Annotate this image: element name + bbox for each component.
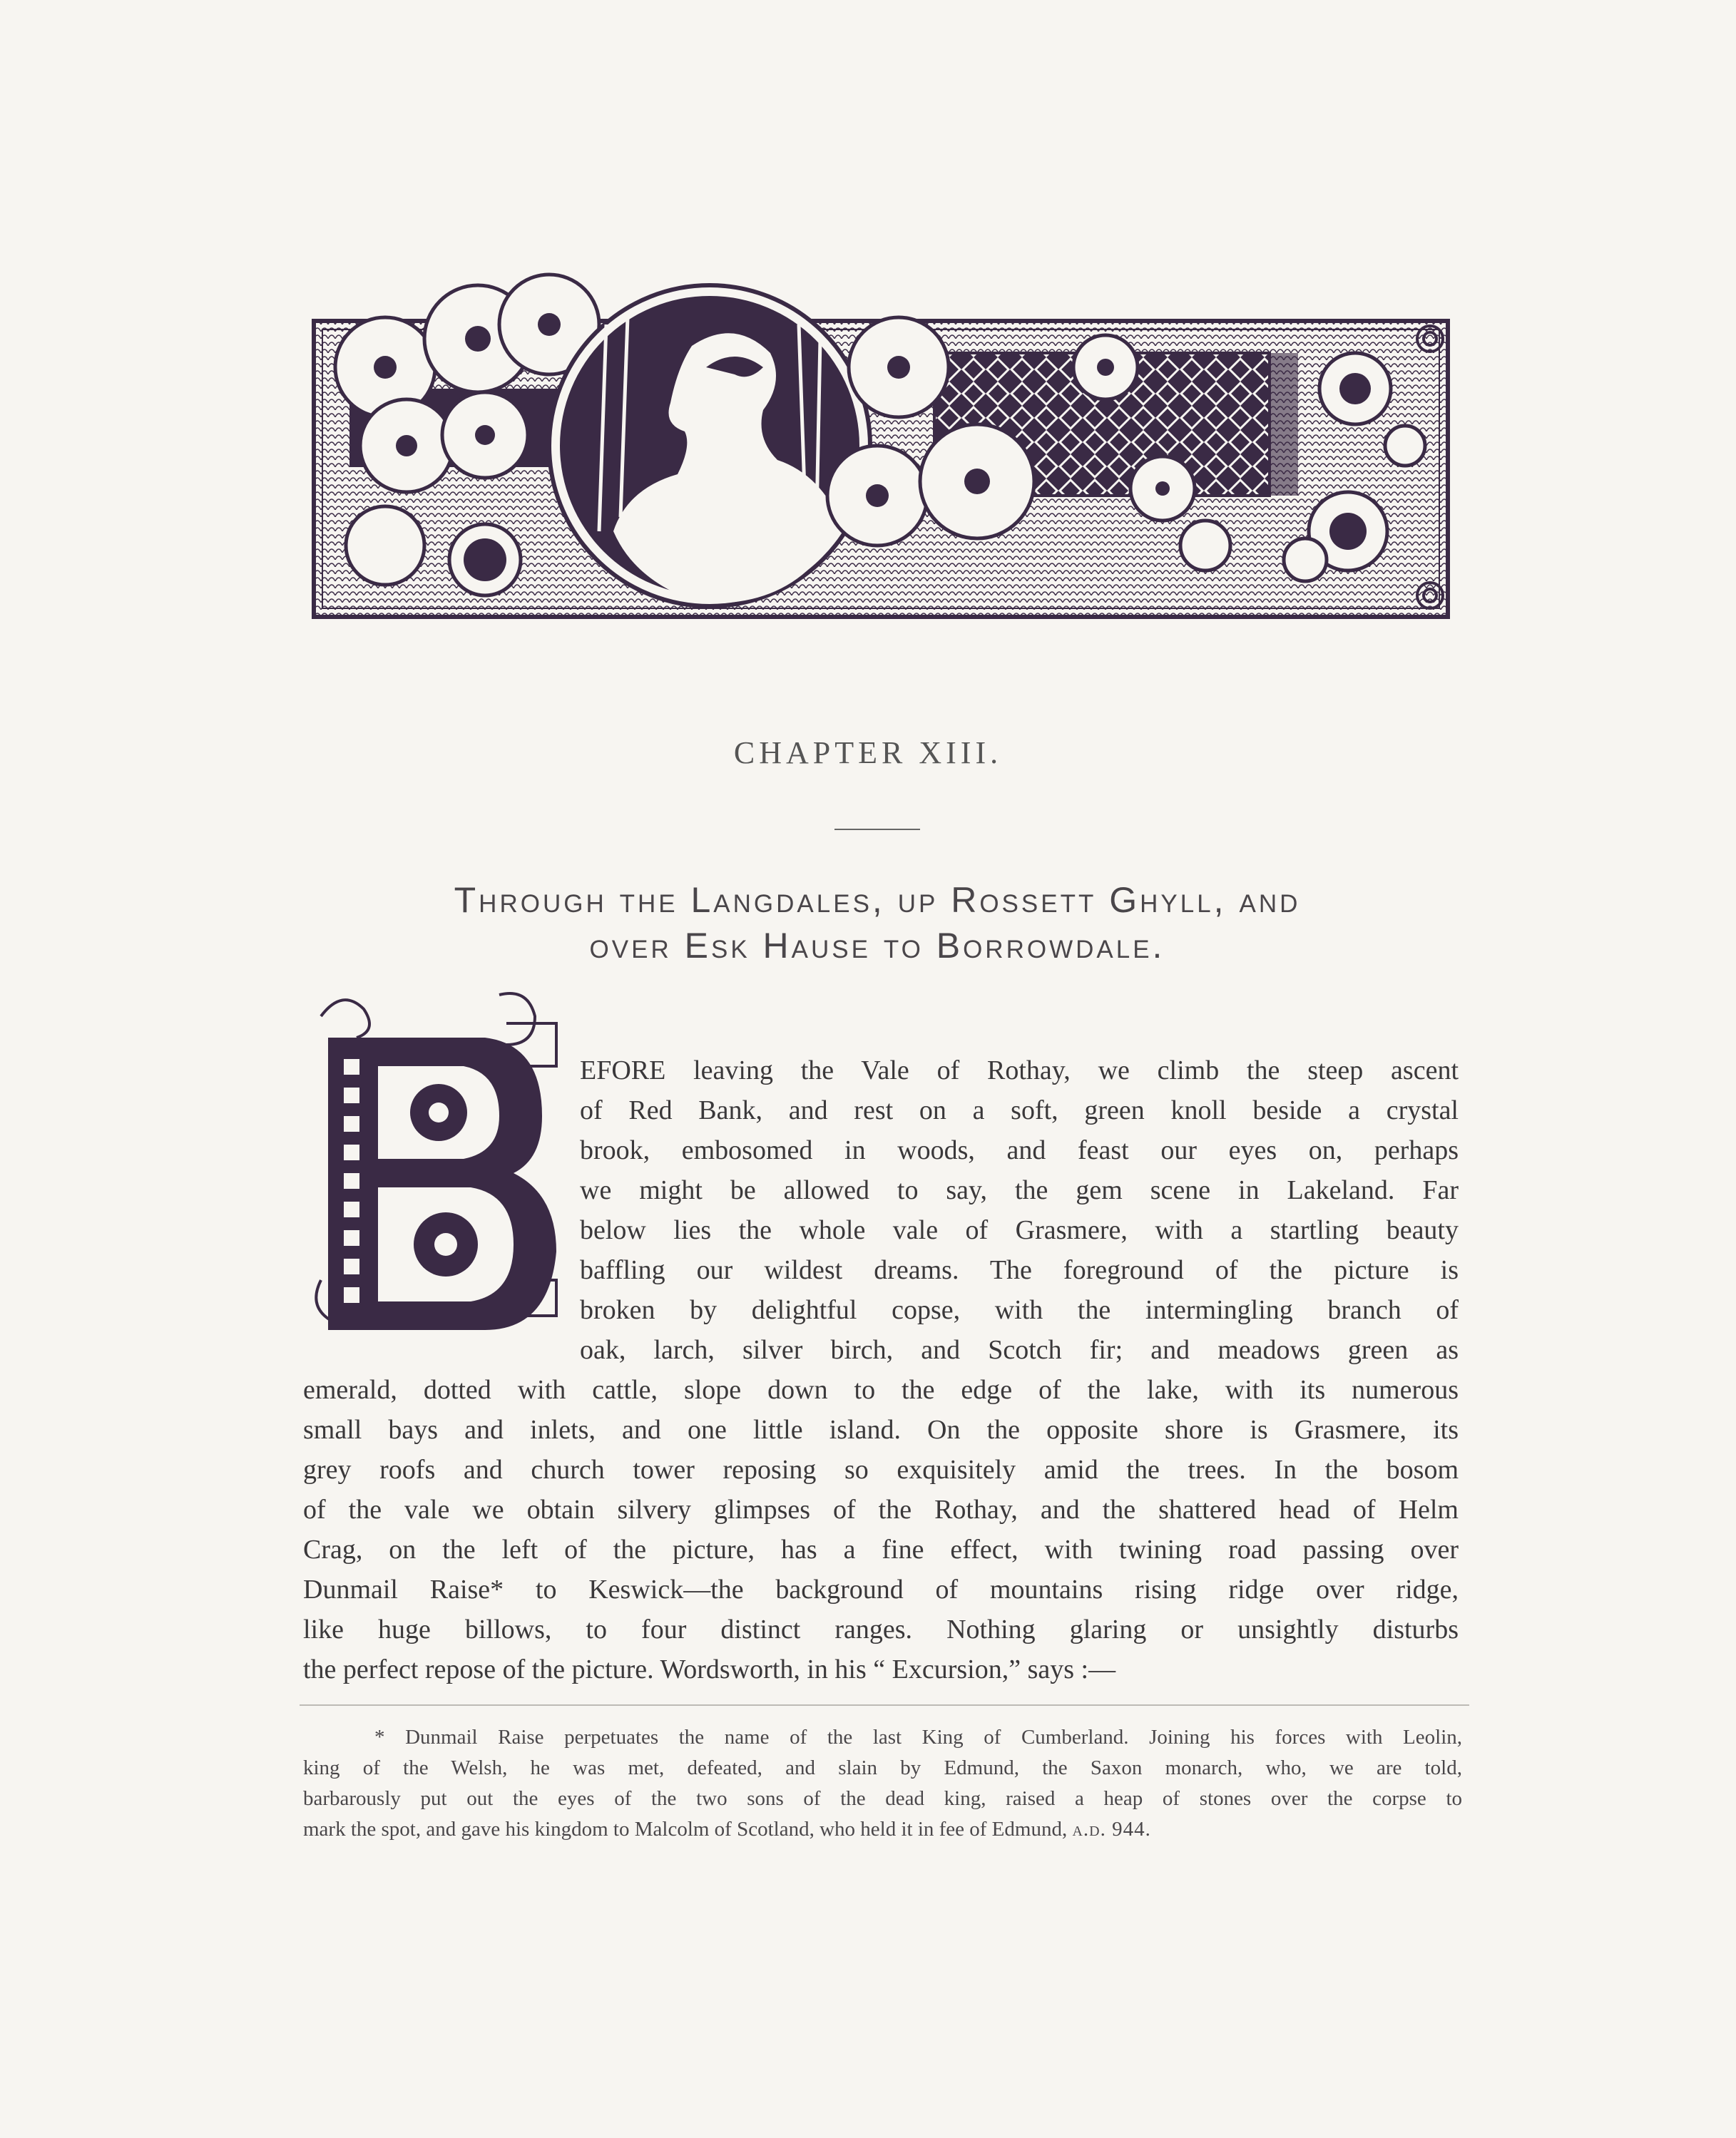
footnote-date: a.d. 944. <box>1072 1818 1151 1841</box>
body-line: of Red Bank, and rest on a soft, green knoll beside a crystal <box>580 1095 1459 1125</box>
body-line: broken by delightful copse, with the intermingling branch of <box>580 1295 1459 1325</box>
body-line: of the vale we obtain silvery glimpses of the Rothay, and the shattered head of Helm <box>303 1495 1459 1525</box>
footnote-line <box>303 1814 1462 1845</box>
chapter-title-line-2: over Esk Hause to Borrowdale. <box>589 926 1165 966</box>
floral-portrait-headpiece-icon <box>307 260 1455 631</box>
footnote-line: king of the Welsh, he was met, defeated, and slain by Edmund, the Saxon monarch, who, we are told, <box>303 1756 1462 1779</box>
body-line: baffling our wildest dreams. The foreground of the picture is <box>580 1255 1459 1285</box>
footnote-line: * Dunmail Raise perpetuates the name of the last King of Cumberland. Joining his forces with Leolin, <box>374 1726 1462 1749</box>
footnote-divider <box>300 1704 1469 1706</box>
chapter-title <box>271 877 1484 968</box>
body-line: EFORE leaving the Vale of Rothay, we climb the steep ascent <box>580 1055 1459 1085</box>
body-line: below lies the whole vale of Grasmere, with a startling beauty <box>580 1215 1459 1245</box>
body-line: Dunmail Raise* to Keswick—the background of mountains rising ridge over ridge, <box>303 1575 1459 1605</box>
body-line: emerald, dotted with cattle, slope down to the edge of the lake, with its numerous <box>303 1375 1459 1405</box>
body-line: the perfect repose of the picture. Wordsworth, in his “ Excursion,” says :— <box>303 1654 1116 1684</box>
footnote-line-text: mark the spot, and gave his kingdom to Malcolm of Scotland, who held it in fee of Edmund, <box>303 1818 1068 1841</box>
body-line: small bays and inlets, and one little island. On the opposite shore is Grasmere, its <box>303 1415 1459 1445</box>
body-line: grey roofs and church tower reposing so exquisitely amid the trees. In the bosom <box>303 1455 1459 1485</box>
body-line: Crag, on the left of the picture, has a fine effect, with twining road passing over <box>303 1535 1459 1565</box>
body-line: we might be allowed to say, the gem scene in Lakeland. Far <box>580 1175 1459 1205</box>
footnote-line: barbarously put out the eyes of the two sons of the dead king, raised a heap of stones over the corpse to <box>303 1787 1462 1810</box>
body-line: like huge billows, to four distinct ranges. Nothing glaring or unsightly disturbs <box>303 1615 1459 1645</box>
title-divider <box>834 829 920 830</box>
body-line: oak, larch, silver birch, and Scotch fir; and meadows green as <box>580 1335 1459 1365</box>
body-paragraph <box>303 1050 1459 1689</box>
body-line: brook, embosomed in woods, and feast our eyes on, perhaps <box>580 1135 1459 1165</box>
footnote <box>303 1722 1462 1845</box>
chapter-number: CHAPTER XIII. <box>733 735 1003 770</box>
chapter-title-line-1: Through the Langdales, up Rossett Ghyll, and <box>454 880 1301 920</box>
